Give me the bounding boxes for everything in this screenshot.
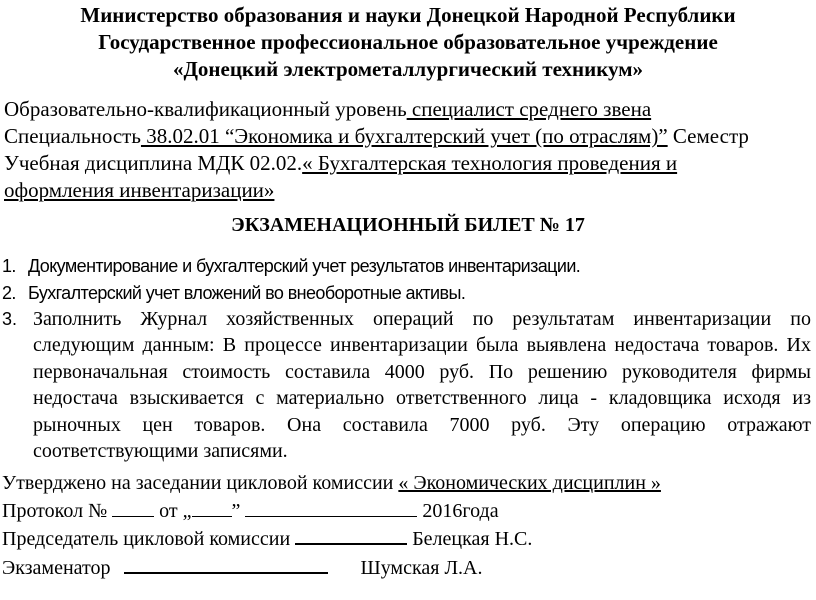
- discipline-line: [4, 150, 810, 177]
- examiner-label: Экзаменатор: [2, 556, 111, 579]
- approved-label: Утверджено на заседании цикловой комиссии: [2, 472, 399, 494]
- question-1-number: 1.: [2, 256, 16, 276]
- institution-type: Государственное профессиональное образовательное учреждение: [98, 30, 718, 54]
- question-2-text: Бухгалтерский учет вложений во внеоборотные активы.: [28, 283, 466, 303]
- question-2-number: 2.: [2, 283, 16, 303]
- commission-name: « Экономических дисциплин »: [398, 472, 661, 494]
- protocol-day-blank: [192, 497, 232, 517]
- examiner-line: [2, 553, 812, 582]
- discipline-value-2: оформления инвентаризации»: [4, 178, 275, 202]
- course-info: [4, 96, 810, 204]
- protocol-year: 2016года: [417, 499, 499, 522]
- level-value: специалист среднего звена: [406, 97, 652, 121]
- discipline-label: Учебная дисциплина МДК 02.02.: [4, 151, 303, 175]
- specialty-value: 38.02.01 “Экономика и бухгалтерский учет (по отраслям)”: [140, 124, 668, 148]
- protocol-number-blank: [112, 497, 154, 517]
- approval-line: [2, 470, 812, 497]
- discipline-line-2: [4, 177, 810, 204]
- question-3-text: Заполнить Журнал хозяйственных операций по результатам инвентаризации по следующим данным: В процессе инвентаризации была выявлена недостача товаров. Их первоначальная стоимость составила 4000 руб. По решению руководителя фирмы недостача взыскивается с материально ответственного лица - кладовщика исходя из рыночных цен товаров. Она составила 7000 руб. Эту операцию отражают соответствующими записями.: [33, 308, 811, 463]
- chair-signature-blank: [295, 524, 407, 545]
- protocol-from: от „: [154, 499, 192, 522]
- institution-name: «Донецкий электрометаллургический техникум»: [172, 57, 644, 81]
- protocol-quote: ”: [231, 499, 241, 522]
- specialty-label: Специальность: [4, 124, 141, 148]
- discipline-value-1: « Бухгалтерская технология проведения и: [302, 151, 678, 175]
- chair-name: Белецкая Н.С.: [407, 528, 533, 550]
- chair-line: [2, 524, 812, 553]
- examiner-signature-blank: [124, 553, 328, 574]
- ministry-name: Министерство образования и науки Донецкой Народной Республики: [80, 3, 736, 27]
- level-line: [4, 96, 810, 123]
- question-1-text: Документирование и бухгалтерский учет результатов инвентаризации.: [28, 256, 581, 276]
- question-3-number: 3.: [2, 309, 18, 329]
- specialty-line: [4, 123, 810, 150]
- document-header: [0, 0, 816, 83]
- ticket-title: ЭКЗАМЕНАЦИОННЫЙ БИЛЕТ № 17: [231, 214, 585, 236]
- protocol-line: [2, 497, 812, 525]
- examiner-name: Шумская Л.А.: [360, 556, 483, 579]
- approval-section: [2, 470, 812, 581]
- level-label: Образовательно-квалификационный уровень: [4, 97, 407, 121]
- chair-label: Председатель цикловой комиссии: [2, 528, 291, 550]
- semester-label: Семестр: [667, 124, 749, 148]
- protocol-date-blank: [245, 497, 417, 517]
- protocol-label: Протокол №: [2, 499, 108, 522]
